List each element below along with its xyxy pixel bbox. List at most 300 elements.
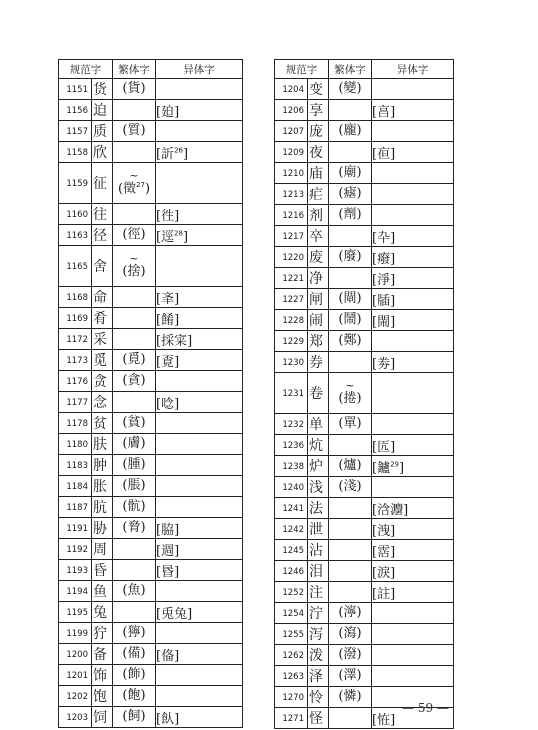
header-variant: 异体字 [371,60,453,78]
traditional-text: (徑) [122,226,146,242]
table-row [275,120,453,141]
traditional-char [112,455,155,475]
entry-number: 1168 [66,293,88,303]
traditional-char [112,308,155,328]
table-row [275,665,453,686]
traditional-char [112,560,155,580]
standard-char: 兔 [91,602,112,622]
table-row [275,602,453,623]
entry-number: 1204 [282,85,304,95]
variant-char [371,373,453,413]
variant-text: [洩] [372,523,396,539]
traditional-char [112,623,155,643]
traditional-text: (骯) [122,498,146,514]
variant-text: [㪯] [156,291,180,307]
variant-char [155,686,242,706]
traditional-text: (膚) [122,435,146,451]
traditional-char [112,225,155,245]
standard-char: 狞 [91,623,112,643]
entry-number: 1206 [282,106,304,116]
traditional-text: (澤) [338,667,362,683]
standard-char: 命 [91,287,112,307]
traditional-char [112,350,155,370]
traditional-text: (徵$^{27}$) [117,180,151,197]
traditional-char [328,163,371,183]
table-row [275,162,453,183]
standard-char: 庞 [307,121,328,141]
entry-number: 1193 [66,566,88,576]
traditional-text: (濘) [338,604,362,620]
variant-char [155,392,242,412]
variant-char [155,308,242,328]
footnote-ref: 26 [174,146,183,155]
traditional-text: (魚) [122,582,146,598]
table-row [59,224,242,245]
table-row [275,288,453,309]
standard-char: 单 [307,414,328,434]
variant-char [155,644,242,664]
traditional-text: (覓) [122,351,146,367]
traditional-text: (閘) [338,290,362,306]
variant-char [371,582,453,602]
entry-number: 1217 [282,232,304,242]
variant-text: [註] [372,586,396,602]
traditional-char [328,477,371,497]
traditional-char [328,498,371,518]
table-row [275,78,453,99]
standard-char: 剂 [307,205,328,225]
variant-char [371,414,453,434]
entry-number: 1232 [282,420,304,430]
traditional-text: (瘧) [338,185,362,201]
table-row [59,349,242,370]
variant-text: [徃] [156,208,180,224]
traditional-text: (質) [122,122,146,138]
table-row [275,455,453,476]
entry-number: 1240 [282,483,304,493]
variant-text: [訢$^{26}$] [156,146,189,162]
standard-char: 沾 [307,540,328,560]
traditional-char [112,371,155,391]
tilde-mark: ~ [129,168,139,182]
traditional-text: (潑) [338,646,362,662]
traditional-char [328,582,371,602]
entry-number: 1238 [282,462,304,472]
traditional-char [328,708,371,728]
traditional-char [112,497,155,517]
entry-number: 1184 [66,482,88,492]
entry-number: 1227 [282,295,304,305]
variant-text: [牐] [372,293,396,309]
footnote-ref: 27 [136,180,145,189]
traditional-text: (腫) [122,456,146,472]
table-row [59,685,242,706]
table-row [59,622,242,643]
variant-char [371,456,453,476]
table-row [275,476,453,497]
standard-char: 疟 [307,184,328,204]
variant-text: [亯] [372,104,396,120]
traditional-char [328,289,371,309]
table-row [59,370,242,391]
table-row [275,330,453,351]
variant-text: [恠] [372,712,396,728]
variant-char [371,477,453,497]
traditional-char [112,287,155,307]
standard-char: 备 [91,644,112,664]
entry-number: 1228 [282,316,304,326]
standard-char: 肮 [91,497,112,517]
traditional-char [112,434,155,454]
variant-text: [卆] [372,230,396,246]
entry-number: 1245 [282,546,304,556]
variant-text: [劵] [372,356,396,372]
table-row [59,496,242,517]
left-table [58,59,243,728]
table-row [275,497,453,518]
standard-char: 法 [307,498,328,518]
traditional-char [328,79,371,99]
entry-number: 1207 [282,127,304,137]
variant-char [371,519,453,539]
entry-number: 1180 [66,440,88,450]
variant-char [155,476,242,496]
table-row [59,475,242,496]
variant-char [371,142,453,162]
table-row [275,267,453,288]
standard-char: 质 [91,121,112,141]
traditional-char [112,246,155,286]
table-row [275,141,453,162]
variant-char [155,100,242,120]
traditional-text: (捨) [122,263,146,279]
variant-char [155,350,242,370]
traditional-char [328,456,371,476]
variant-char [155,518,242,538]
traditional-char [112,581,155,601]
variant-text: [俻] [156,648,180,664]
tilde-mark: ~ [129,251,139,265]
entry-number: 1177 [66,398,88,408]
standard-char: 闹 [307,310,328,330]
header-variant: 异体字 [155,60,242,78]
variant-text: [霑] [372,544,396,560]
entry-number: 1242 [282,525,304,535]
traditional-char [328,268,371,288]
entry-number: 1192 [66,545,88,555]
variant-text: [廹] [156,104,180,120]
traditional-text: (飼) [122,708,146,724]
variant-char [371,645,453,665]
traditional-text: (龐) [338,122,362,138]
traditional-char [328,142,371,162]
standard-char: 肴 [91,308,112,328]
variant-text: [餚] [156,312,180,328]
variant-text: [鑪$^{29}$] [372,460,405,476]
traditional-char [112,665,155,685]
standard-char: 肤 [91,434,112,454]
variant-text: [昬] [156,564,180,580]
traditional-char [112,686,155,706]
traditional-char [328,247,371,267]
traditional-char [112,476,155,496]
entry-number: 1176 [66,377,88,387]
traditional-char [328,352,371,372]
table-row [59,706,242,727]
traditional-text: (飽) [122,687,146,703]
standard-char: 券 [307,352,328,372]
header-standard: 规范字 [285,63,318,76]
entry-number: 1252 [282,588,304,598]
variant-char [155,246,242,286]
right-table [274,59,454,729]
table-row [59,286,242,307]
variant-char [371,268,453,288]
table-row [275,351,453,372]
standard-char: 浅 [307,477,328,497]
standard-char: 胀 [91,476,112,496]
variant-text: [逕$^{28}$] [156,229,189,245]
standard-char: 周 [91,539,112,559]
standard-char: 怜 [307,687,328,707]
traditional-char [328,666,371,686]
variant-char [371,226,453,246]
entry-number: 1158 [66,148,88,158]
variant-char [371,289,453,309]
standard-char: 泄 [307,519,328,539]
variant-char [155,581,242,601]
table-row [59,120,242,141]
variant-text: [採寀] [156,333,193,349]
table-row [59,601,242,622]
table-row [275,518,453,539]
traditional-char [328,687,371,707]
entry-number: 1213 [282,190,304,200]
traditional-char [328,226,371,246]
standard-char: 废 [307,247,328,267]
traditional-text: (備) [122,645,146,661]
variant-char [155,371,242,391]
variant-char [371,435,453,455]
traditional-text: (脅) [122,519,146,535]
entry-number: 1157 [66,127,88,137]
standard-char: 闸 [307,289,328,309]
table-row [275,183,453,204]
standard-char: 卒 [307,226,328,246]
variant-char [155,539,242,559]
variant-char [155,329,242,349]
variant-text: [浛灋] [372,502,409,518]
table-row [275,204,453,225]
traditional-char [112,204,155,224]
footnote-ref: 29 [390,460,399,469]
traditional-char [328,121,371,141]
variant-char [155,204,242,224]
entry-number: 1195 [66,608,88,618]
variant-char [155,121,242,141]
variant-char [155,287,242,307]
standard-char: 饲 [91,707,112,727]
entry-number: 1263 [282,672,304,682]
variant-char [155,225,242,245]
table-row [59,245,242,286]
standard-char: 郑 [307,331,328,351]
variant-text: [匟] [372,439,396,455]
table-row [59,580,242,601]
variant-char [155,413,242,433]
traditional-char [112,329,155,349]
entry-number: 1241 [282,504,304,514]
table-row [59,328,242,349]
variant-char [371,184,453,204]
traditional-char [112,539,155,559]
table-row [275,644,453,665]
standard-char: 饱 [91,686,112,706]
entry-number: 1159 [66,179,88,189]
traditional-char [328,540,371,560]
table-row [59,454,242,475]
standard-char: 泪 [307,561,328,581]
variant-char [371,603,453,623]
standard-char: 念 [91,392,112,412]
standard-char: 庙 [307,163,328,183]
variant-char [371,247,453,267]
table-row [59,517,242,538]
variant-char [371,121,453,141]
traditional-text: (淺) [338,478,362,494]
entry-number: 1262 [282,651,304,661]
traditional-text: (廢) [338,248,362,264]
entry-number: 1194 [66,587,88,597]
table-row [275,560,453,581]
standard-char: 鱼 [91,581,112,601]
variant-char [371,540,453,560]
standard-char: 炉 [307,456,328,476]
variant-char [155,707,242,727]
standard-char: 泞 [307,603,328,623]
variant-char [155,497,242,517]
entry-number: 1156 [66,106,88,116]
variant-text: [覔] [156,354,180,370]
standard-char: 征 [91,163,112,203]
traditional-text: (捲) [338,390,362,406]
traditional-char [328,603,371,623]
traditional-char [112,413,155,433]
entry-number: 1187 [66,503,88,513]
traditional-text: (飾) [122,666,146,682]
entry-number: 1221 [282,274,304,284]
standard-char: 径 [91,225,112,245]
table-row [59,664,242,685]
standard-char: 欣 [91,142,112,162]
variant-char [371,79,453,99]
traditional-text: (鄭) [338,332,362,348]
tilde-mark: ~ [345,378,355,392]
entry-number: 1183 [66,461,88,471]
standard-char: 贪 [91,371,112,391]
variant-char [371,331,453,351]
variant-char [155,623,242,643]
variant-char [155,434,242,454]
variant-char [371,561,453,581]
traditional-text: (脹) [122,477,146,493]
entry-number: 1236 [282,441,304,451]
entry-number: 1169 [66,314,88,324]
variant-text: [淚] [372,565,396,581]
traditional-char [328,205,371,225]
entry-number: 1216 [282,211,304,221]
entry-number: 1200 [66,650,88,660]
traditional-char [328,373,371,413]
traditional-text: (變) [338,80,362,96]
table-row [59,203,242,224]
variant-text: [癈] [372,251,396,267]
standard-char: 变 [307,79,328,99]
traditional-text: (爐) [338,457,362,473]
traditional-char [112,121,155,141]
standard-char: 觅 [91,350,112,370]
traditional-text: (單) [338,415,362,431]
entry-number: 1210 [282,169,304,179]
entry-number: 1203 [66,713,88,723]
standard-char: 怪 [307,708,328,728]
variant-char [371,352,453,372]
table-row [275,623,453,644]
standard-char: 享 [307,100,328,120]
variant-char [155,142,242,162]
entry-number: 1230 [282,358,304,368]
entry-number: 1163 [66,231,88,241]
standard-char: 采 [91,329,112,349]
variant-char [155,560,242,580]
traditional-text: (貪) [122,372,146,388]
table-row [275,309,453,330]
variant-text: [兎兔] [156,606,193,622]
traditional-text: (獰) [122,624,146,640]
table-row [275,413,453,434]
variant-char [371,498,453,518]
table-row [275,372,453,413]
traditional-text: (瀉) [338,625,362,641]
entry-number: 1151 [66,85,88,95]
traditional-char [112,644,155,664]
variant-char [371,100,453,120]
standard-char: 迫 [91,100,112,120]
entry-number: 1246 [282,567,304,577]
traditional-text: (廟) [338,164,362,180]
variant-char [371,666,453,686]
variant-char [371,205,453,225]
variant-char [155,602,242,622]
variant-char [155,455,242,475]
variant-text: [唸] [156,396,180,412]
standard-char: 泼 [307,645,328,665]
variant-text: [閙] [372,314,396,330]
traditional-char [112,163,155,203]
traditional-char [112,142,155,162]
traditional-char [328,331,371,351]
page-number: — 59 — [402,701,449,715]
footnote-ref: 28 [174,229,183,238]
entry-number: 1220 [282,253,304,263]
table-header [275,60,453,78]
header-traditional: 繁体字 [328,60,371,78]
traditional-char [328,100,371,120]
table-header [59,60,242,78]
entry-number: 1271 [282,714,304,724]
header-standard: 规范字 [69,63,102,76]
entry-number: 1254 [282,609,304,619]
